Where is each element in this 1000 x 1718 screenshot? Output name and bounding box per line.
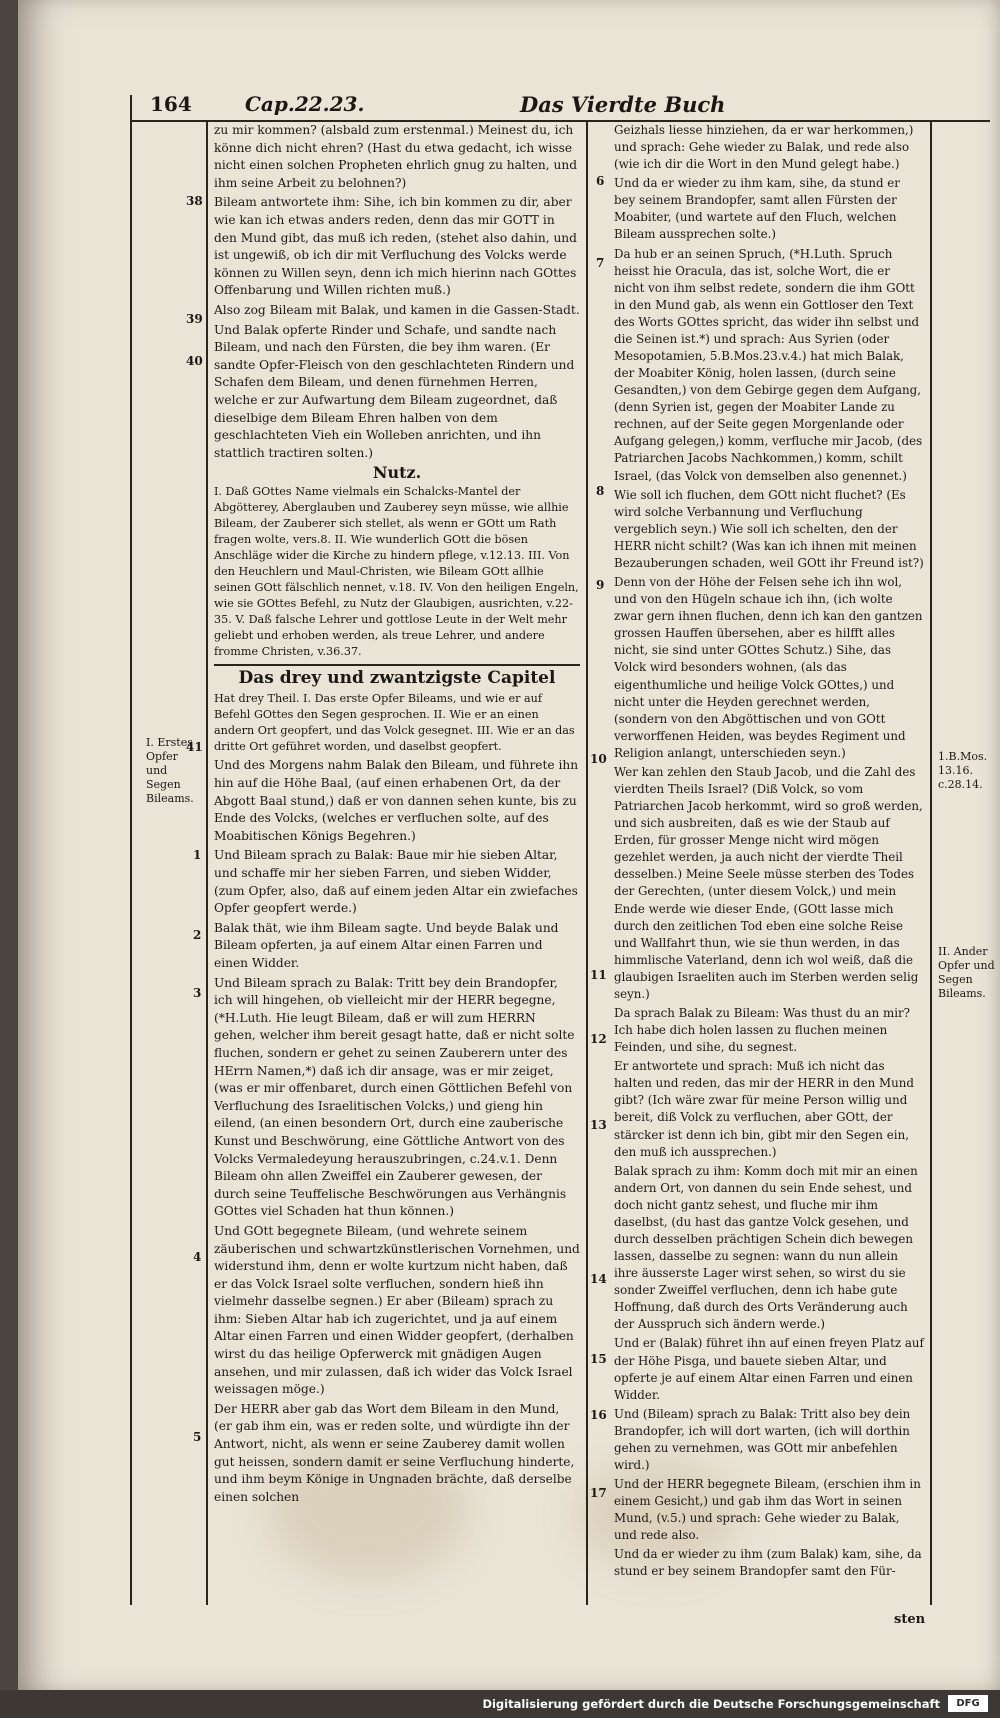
verse-number: 12 xyxy=(590,1032,607,1046)
verse-number: 4 xyxy=(193,1250,202,1264)
verse-number: 8 xyxy=(596,484,605,498)
right-frame-rule xyxy=(930,120,932,1605)
verse-text: Und da er wieder zu ihm kam, sihe, da stund er bey seinem Brandopfer, samt allen Fürsten der Moabiter, (und wartete auf den Fluch, welchen Bileam aussprechen solte.) xyxy=(614,176,900,242)
verse-text: zu mir kommen? (alsbald zum erstenmal.) Meinest du, ich könne dich nicht ehren? (Hast du etwa gedacht, ich wisse nicht einen solchen Propheten ehrlich gnug zu halten, und ihm seine Arbeit zu belohnen?) xyxy=(214,123,578,190)
verse-number: 41 xyxy=(186,740,203,754)
verse-text: Also zog Bileam mit Balak, und kamen in die Gassen-Stadt. xyxy=(214,302,580,317)
verse-number: 39 xyxy=(186,312,203,326)
chapter-heading: Das drey und zwantzigste Capitel xyxy=(238,667,556,688)
book-page xyxy=(18,0,1000,1690)
verse-text: Geizhals liesse hinziehen, da er war herkommen,) und sprach: Gehe wieder zu Balak, und rede also (wie ich dir die Wort in den Mund gelegt habe.) xyxy=(614,123,914,172)
chapter-summary: Hat drey Theil. I. Das erste Opfer Bileams, und wie er auf Befehl GOttes den Segen gesprochen. II. Wie er an einen andern Ort geopfert, und das Volck gesegnet. III. Wie er an das dritte Ort geführet worden, und daselbst geopfert. xyxy=(214,692,575,754)
verse-number: 14 xyxy=(590,1272,607,1286)
verse-text: Und Bileam sprach zu Balak: Tritt bey dein Brandopfer, ich will hingehen, ob vielleicht mir der HERR begegne, (*H.Luth. Hie leugt Bileam, daß er will zum HERRN gehen, welcher ihm bereit gesagt hatte, daß er nicht solte fluchen, sondern er gehet zu seinen Zauberern unter des HErrn Namen,*) daß ich dir ansage, was er mir zeiget, (was er mir offenbaret, durch einen Göttlichen Befehl von Verfluchung des Israelitischen Volcks,) und gieng hin eilend, (an einen besondern Ort, durch eine zauberische Kunst und Beschwörung, eine Göttliche Antwort von des Volcks Vermaledeyung herauszubringen, c.24.v.1. Denn Bileam ohn allen Zweiffel ein Zauberer gewesen, der durch seine Teuffelische Beschwörungen aus Verhängnis GOttes viel Schaden hat thun können.) xyxy=(214,975,575,1219)
verse-text: Und (Bileam) sprach zu Balak: Tritt also bey dein Brandopfer, ich will dort warten, (ich will dorthin gehen zu vernehmen, was GOtt mir anbefehlen wird.) xyxy=(614,1406,911,1473)
left-text-column xyxy=(214,122,580,1508)
verse-text: Und Bileam sprach zu Balak: Baue mir hie sieben Altar, und schaffe mir her sieben Farren, und sieben Widder, (zum Opfer, also, daß auf einem jeden Altar ein zwiefaches Opfer geopfert werde.) xyxy=(214,848,578,916)
nutz-heading: Nutz. xyxy=(372,463,422,483)
section-rule xyxy=(214,664,580,666)
verse-text: Denn von der Höhe der Felsen sehe ich ihn wol, und von den Hügeln schaue ich ihn, (ich wolte zwar gern ihnen fluchen, denn ich kan den gantzen grossen Hauffen übersehen, aber es hilfft alles nicht, sie sind unter GOttes Schutz.) Sihe, das Volck wird besonders wohnen, (als das eigenthumliche und heilige Volck GOttes,) und nicht unter die Heyden gerechnet werden, (sondern von den Abgöttischen und von GOtt verworffenen Heiden, was beydes Regiment und Religion anlangt, unterschieden seyn.) xyxy=(614,575,923,760)
verse-number: 5 xyxy=(193,1430,202,1444)
right-text-column xyxy=(614,122,924,1583)
dfg-logo: DFG xyxy=(948,1695,988,1712)
verse-text: Und er (Balak) führet ihn auf einen freyen Platz auf der Höhe Pisga, und bauete sieben Altar, und opferte je auf einem Altar einen Farren und einen Widder. xyxy=(614,1336,924,1402)
verse-text: Wie soll ich fluchen, dem GOtt nicht fluchet? (Es wird solche Verbannung und Verfluchung vergeblich seyn.) Wie soll ich schelten, den der HERR nicht schilt? (Was kan ich ihnen mit meinen Bezauberungen schaden, weil GOtt ihr Freund ist?) xyxy=(614,487,924,570)
verse-number: 10 xyxy=(590,752,607,766)
funding-notice: Digitalisierung gefördert durch die Deutsche Forschungsgemeinschaft xyxy=(482,1697,940,1711)
verse-text: Und GOtt begegnete Bileam, (und wehrete seinem zäuberischen und schwartzkünstlerischen Vornehmen, und widerstund ihm, denn er wolte kurtzum nicht haben, daß er das Volck Israel solte verfluchen, sondern hieß ihn vielmehr dasselbe segnen.) Er aber (Bileam) sprach zu ihm: Sieben Altar hab ich zugerichtet, und ja auf einem Altar einen Farren und einen Widder geopfert, (derhalben wirst du das heilige Opferwerck mit gnädigen Augen ansehen, und mir zulassen, daß ich wider das Volck Israel weissagen möge.) xyxy=(214,1223,580,1397)
verse-number: 7 xyxy=(596,256,605,270)
verse-number: 11 xyxy=(590,968,607,982)
footer-bar xyxy=(0,1690,1000,1718)
verse-text: Und da er wieder zu ihm (zum Balak) kam, sihe, da stund er bey seinem Brandopfer samt den Für- xyxy=(614,1547,922,1579)
verse-number: 17 xyxy=(590,1486,607,1500)
left-margin-rule xyxy=(206,120,208,1605)
verse-number: 1 xyxy=(193,848,202,862)
page-number: 164 xyxy=(150,92,192,116)
catchword: sten xyxy=(894,1612,926,1627)
verse-number: 16 xyxy=(590,1408,607,1422)
verse-number: 13 xyxy=(590,1118,607,1132)
verse-number: 15 xyxy=(590,1352,607,1366)
nutz-text: I. Daß GOttes Name vielmals ein Schalcks-Mantel der Abgötterey, Aberglauben und Zauberey seyn müsse, wie allhie Bileam, der Zauberer sich stellet, als wenn er GOtt um Rath fragen wolte, vers.8. II. Wie wunderlich GOtt die bösen Anschläge wider die Kirche zu hindern pflege, v.12.13. III. Von den Heuchlern und Maul-Christen, wie Bileam GOtt allhie seinen GOtt fälschlich nennet, v.18. IV. Von den heiligen Engeln, wie sie GOttes Befehl, zu Nutz der Glaubigen, ausrichten, v.22-35. V. Daß falsche Lehrer und gottlose Leute in der Welt mehr geliebt und erhoben werden, als treue Lehrer, und andere fromme Christen, v.36.37. xyxy=(214,484,579,658)
margin-reference: 1.B.Mos. 13.16. c.28.14. xyxy=(938,750,988,791)
verse-text: Und Balak opferte Rinder und Schafe, und sandte nach Bileam, und nach den Fürsten, die bey ihm waren. (Er sandte Opfer-Fleisch von den geschlachteten Rindern und Schafen dem Bileam, und denen fürnehmen Herren, welche er zur Aufwartung dem Bileam zugeordnet, daß dieselbige dem Bileam Ehren halben von dem geschlachteten Vieh ein Wolleben anrichten, und ihn stattlich tractiren solten.) xyxy=(214,322,575,460)
verse-text: Wer kan zehlen den Staub Jacob, und die Zahl des vierdten Theils Israel? (Diß Volck, so vom Patriarchen Jacob herkommt, wird so groß werden, und sich ausbreiten, daß es wie der Staub auf Erden, für grosser Menge nicht wird mögen gezehlet werden, ja auch nicht der vierdte Theil desselben.) Meine Seele müsse sterben des Todes der Gerechten, (unter diesem Volck,) und mein Ende werde wie dieser Ende, (GOtt lasse mich durch den zeitlichen Tod eben eine solche Reise und Wallfahrt thun, wie sie thun werden, in das himmlische Vaterland, denn ich wol weiß, daß die glaubigen Israeliten auch im Sterben werden selig seyn.) xyxy=(614,764,923,1001)
margin-note-right: II. Ander Opfer und Segen Bileams. xyxy=(938,945,995,1000)
verse-text: Balak sprach zu ihm: Komm doch mit mir an einen andern Ort, von dannen du sein Ende sehest, und doch nicht gantz sehest, und fluche mir ihm daselbst, (du hast das gantze Volck gesehen, und durch desselben prächtigen Schein dich bewegen lassen, dasselbe zu segnen: wann du nun allein ihre äusserste Lager wirst sehen, so wirst du sie sonder Zweiffel verfluchen, denn ich habe gute Hoffnung, daß durch des Orts Veränderung auch der Ausspruch sich ändern werde.) xyxy=(614,1163,918,1332)
verse-text: Bileam antwortete ihm: Sihe, ich bin kommen zu dir, aber wie kan ich etwas anders reden, denn das mir GOTT in den Mund gibt, das muß ich reden, (stehet also dahin, und ist ungewiß, ob ich dir mit Verfluchung des Volcks werde können zu Willen seyn, denn ich mich hierinn nach GOttes Offenbarung und Willen richten muß.) xyxy=(214,195,577,298)
verse-text: Da hub er an seinen Spruch, (*H.Luth. Spruch heisst hie Oracula, das ist, solche Wort, die er nicht von ihm selbst redete, sondern die ihm GOtt in den Mund gab, als wenn ein Gottloser den Text des Worts GOttes spricht, das wider ihn selbst und die Seinen ist.*) und sprach: Aus Syrien (oder Mesopotamien, 5.B.Mos.23.v.4.) hat mich Balak, der Moabiter König, holen lassen, (durch seine Gesandten,) von dem Gebirge gegen dem Aufgang, (denn Syrien ist, gegen der Moabiter Lande zu rechnen, auf der Seite gegen Morgenlande oder Aufgang gelegen,) komm, verfluche mir Jacob, (des Patriarchen Jacobs Nachkommen,) komm, schilt Israel, (das Volck von demselben also genennet.) xyxy=(614,246,923,483)
page-header xyxy=(130,92,990,118)
verse-text: Da sprach Balak zu Bileam: Was thust du an mir? Ich habe dich holen lassen zu fluchen meinen Feinden, und sihe, du segnest. xyxy=(614,1005,910,1055)
verse-number: 40 xyxy=(186,354,203,368)
center-rule xyxy=(586,120,588,1605)
margin-note-left: I. Erstes Opfer und Segen Bileams. xyxy=(146,736,194,805)
chapter-reference: Cap.22.23. xyxy=(245,92,365,116)
verse-number: 2 xyxy=(193,928,202,942)
verse-number: 3 xyxy=(193,986,202,1000)
verse-number: 6 xyxy=(596,174,605,188)
verse-text: Und der HERR begegnete Bileam, (erschien ihm in einem Gesicht,) und gab ihm das Wort in seinen Mund, (v.5.) und sprach: Gehe wieder zu Balak, und rede also. xyxy=(614,1477,921,1543)
verse-text: Er antwortete und sprach: Muß ich nicht das halten und reden, das mir der HERR in den Mund gibt? (Ich wäre zwar für meine Person willig und bereit, diß Volck zu verfluchen, aber GOtt, der stärcker ist denn ich bin, gibt mir den Segen ein, den muß ich aussprechen.) xyxy=(614,1059,914,1159)
verse-text: Balak thät, wie ihm Bileam sagte. Und beyde Balak und Bileam opferten, ja auf einem Altar einen Farren und einen Widder. xyxy=(214,920,559,970)
verse-text: Und des Morgens nahm Balak den Bileam, und führete ihn hin auf die Höhe Baal, (auf einen erhabenen Ort, da der Abgott Baal stund,) daß er von dannen sehen kunte, bis zu Ende des Volcks, (welches er verfluchen solte, auf des Moabitischen Königs Begehren.) xyxy=(214,758,579,843)
verse-number: 9 xyxy=(596,578,605,592)
book-title: Das Vierdte Buch xyxy=(520,92,726,117)
verse-number: 38 xyxy=(186,194,203,208)
verse-text: Der HERR aber gab das Wort dem Bileam in den Mund, (er gab ihm ein, was er reden solte, und würdigte ihn der Antwort, nicht, als wenn er seine Zauberey damit wollen gut heissen, sondern damit er seine Verfluchung hinderte, und ihm beym Könige in Ungnaden brächte, daß derselbe einen solchen xyxy=(214,1401,575,1504)
left-frame-rule xyxy=(130,95,132,1605)
